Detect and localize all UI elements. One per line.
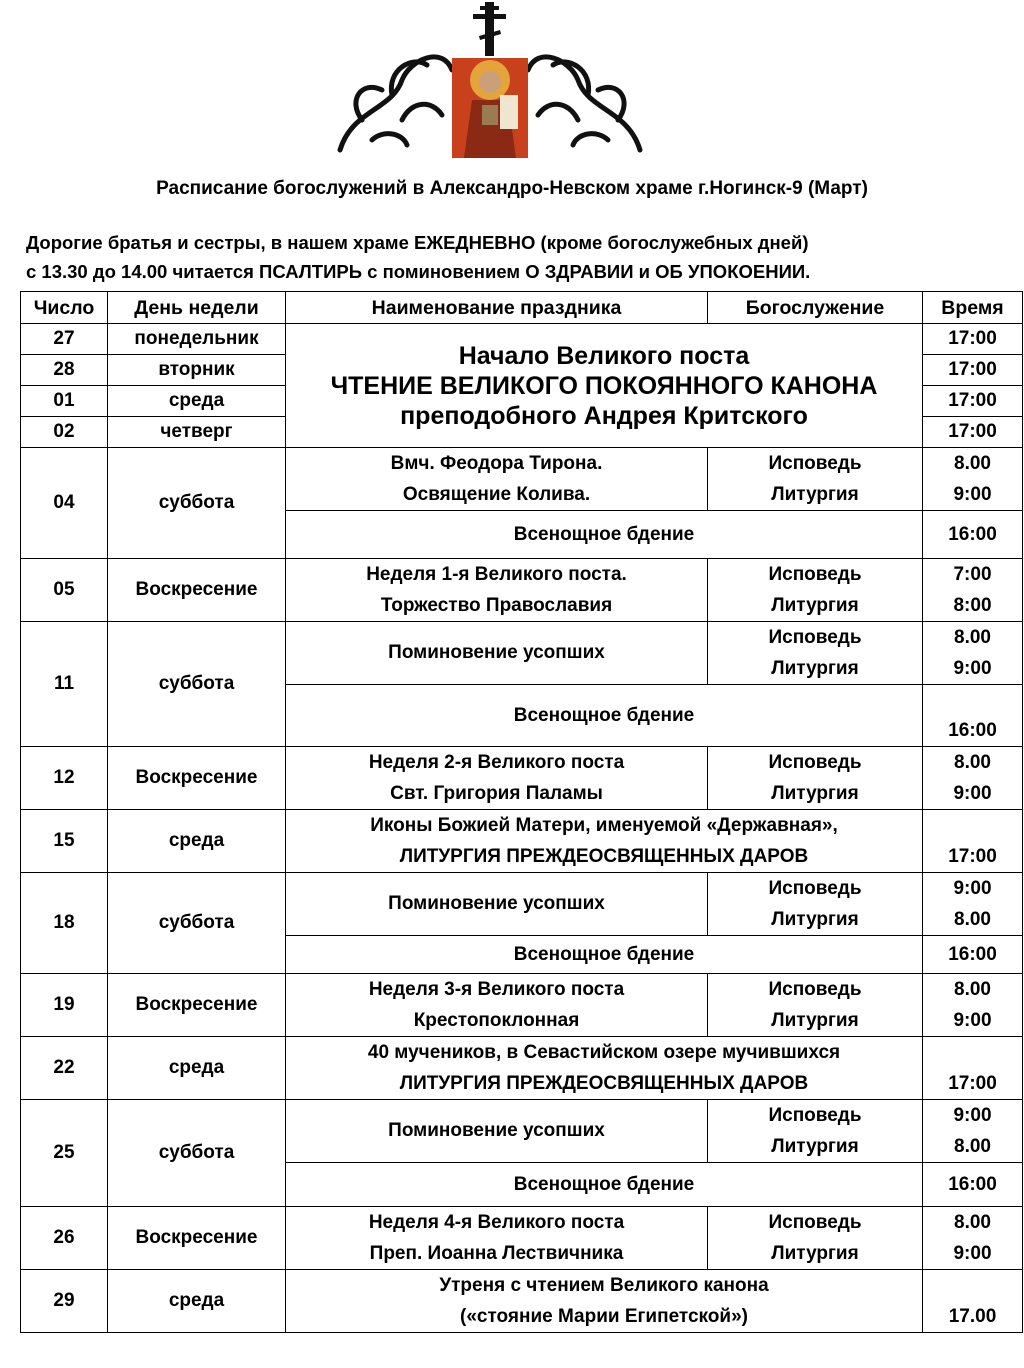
time-line-2: 9:00 [953, 1010, 992, 1031]
vigil-cell: Всенощное бдение [286, 511, 923, 559]
row-weekday: среда [108, 1037, 286, 1100]
row-time: 17.00 [923, 1270, 1023, 1333]
holiday-line-2: («стояние Марии Египетской») [460, 1306, 748, 1327]
service-line-1: Исповедь [768, 453, 862, 474]
row-number: 11 [21, 622, 108, 747]
row-service [708, 873, 923, 936]
row-time [923, 1207, 1023, 1270]
service-line-2: Литургия [771, 1243, 859, 1264]
vigil-time: 16:00 [923, 511, 1023, 559]
row-weekday: Воскресение [108, 1207, 286, 1270]
header-holiday: Наименование праздника [286, 292, 708, 324]
row-number: 28 [21, 355, 108, 386]
table-header-row [21, 292, 1023, 324]
holiday-line-2: Свт. Григория Паламы [390, 783, 603, 804]
service-line-2: Литургия [771, 484, 859, 505]
vigil-time: 16:00 [923, 936, 1023, 974]
vigil-time: 16:00 [923, 1163, 1023, 1207]
holiday-line-2: ЛИТУРГИЯ ПРЕЖДЕОСВЯЩЕННЫХ ДАРОВ [399, 1073, 809, 1094]
time-line-1: 8.00 [954, 979, 991, 1000]
ornament-left-icon [340, 57, 452, 150]
time-line-1: 9:00 [953, 878, 992, 899]
time-line-1: 8.00 [954, 1212, 991, 1233]
table-row [21, 324, 1023, 355]
holiday-line-1: Иконы Божией Матери, именуемой «Державная», [370, 815, 838, 836]
row-time [923, 974, 1023, 1037]
service-line-1: Исповедь [768, 627, 862, 648]
row-weekday: Воскресение [108, 559, 286, 622]
row-service [708, 1207, 923, 1270]
service-line-2: Литургия [771, 783, 859, 804]
row-weekday: суббота [108, 873, 286, 974]
row-service [708, 1100, 923, 1163]
row-service [708, 448, 923, 511]
table-row [21, 1100, 1023, 1163]
row-holiday [286, 448, 708, 511]
table-row [21, 1207, 1023, 1270]
row-number: 22 [21, 1037, 108, 1100]
header-service: Богослужение [708, 292, 923, 324]
row-weekday: суббота [108, 448, 286, 559]
time-line-2: 9:00 [953, 484, 992, 505]
row-holiday [286, 1270, 923, 1333]
row-number: 05 [21, 559, 108, 622]
row-weekday: четверг [108, 417, 286, 448]
row-number: 25 [21, 1100, 108, 1207]
row-number: 15 [21, 810, 108, 873]
saint-icon-image [452, 58, 528, 158]
row-weekday: понедельник [108, 324, 286, 355]
holiday-line-1: 40 мучеников, в Севастийском озере мучившихся [367, 1042, 841, 1063]
service-line-1: Исповедь [768, 752, 862, 773]
row-time: 17:00 [923, 810, 1023, 873]
row-time [923, 448, 1023, 511]
table-row [21, 622, 1023, 685]
table-row [21, 974, 1023, 1037]
row-time: 17:00 [923, 324, 1023, 355]
header-time: Время [923, 292, 1023, 324]
time-line-1: 9:00 [953, 1105, 992, 1126]
table-row [21, 1037, 1023, 1100]
row-number: 12 [21, 747, 108, 810]
time-line-2: 9:00 [953, 658, 992, 679]
intro-notice [26, 228, 810, 286]
row-weekday: вторник [108, 355, 286, 386]
row-number: 26 [21, 1207, 108, 1270]
row-holiday: Поминовение усопших [286, 622, 708, 685]
row-number: 02 [21, 417, 108, 448]
row-time [923, 873, 1023, 936]
holiday-line-1: Неделя 4-я Великого поста [368, 1212, 625, 1233]
row-holiday [286, 559, 708, 622]
row-holiday [286, 974, 708, 1037]
holiday-line-1: Утреня с чтением Великого канона [439, 1275, 769, 1296]
holiday-line-2: Торжество Православия [380, 595, 613, 616]
table-row [21, 747, 1023, 810]
time-line-1: 8.00 [954, 752, 991, 773]
row-number: 27 [21, 324, 108, 355]
vigil-cell: Всенощное бдение [286, 1163, 923, 1207]
row-weekday: среда [108, 1270, 286, 1333]
row-time: 17:00 [923, 355, 1023, 386]
row-number: 01 [21, 386, 108, 417]
lent-canon-notice [286, 324, 923, 448]
service-line-2: Литургия [771, 1136, 859, 1157]
holiday-line-2: ЛИТУРГИЯ ПРЕЖДЕОСВЯЩЕННЫХ ДАРОВ [399, 846, 809, 867]
row-service [708, 747, 923, 810]
ornament-right-icon [528, 57, 640, 150]
row-holiday [286, 810, 923, 873]
lent-line-1: Начало Великого поста [458, 341, 750, 370]
row-time [923, 1100, 1023, 1163]
row-time [923, 747, 1023, 810]
time-line-1: 7:00 [953, 564, 992, 585]
lent-line-2: ЧТЕНИЕ ВЕЛИКОГО ПОКОЯННОГО КАНОНА [330, 371, 878, 400]
row-number: 29 [21, 1270, 108, 1333]
holiday-line-1: Неделя 1-я Великого поста. [366, 564, 627, 585]
time-line-2: 8.00 [954, 1136, 991, 1157]
lent-line-3: преподобного Андрея Критского [400, 401, 808, 430]
row-weekday: Воскресение [108, 747, 286, 810]
church-emblem [332, 0, 648, 160]
service-line-1: Исповедь [768, 878, 862, 899]
row-time: 17:00 [923, 1037, 1023, 1100]
orthodox-cross-icon [473, 2, 506, 56]
holiday-line-2: Крестопоклонная [413, 1010, 580, 1031]
schedule-table [20, 291, 1023, 1333]
row-weekday: суббота [108, 1100, 286, 1207]
row-time [923, 559, 1023, 622]
row-service [708, 559, 923, 622]
time-line-1: 8.00 [954, 453, 991, 474]
row-holiday: Поминовение усопших [286, 873, 708, 936]
service-line-2: Литургия [771, 1010, 859, 1031]
header-number: Число [21, 292, 108, 324]
row-time: 17:00 [923, 386, 1023, 417]
vigil-cell: Всенощное бдение [286, 685, 923, 747]
service-line-1: Исповедь [768, 564, 862, 585]
holiday-line-2: Преп. Иоанна Лествичника [369, 1243, 624, 1264]
time-line-2: 9:00 [953, 1243, 992, 1264]
table-row [21, 873, 1023, 936]
holiday-line-1: Вмч. Феодора Тирона. [390, 453, 603, 474]
holiday-line-2: Освящение Колива. [402, 484, 591, 505]
service-line-2: Литургия [771, 658, 859, 679]
time-line-1: 8.00 [954, 627, 991, 648]
table-row [21, 559, 1023, 622]
row-time [923, 622, 1023, 685]
header-weekday: День недели [108, 292, 286, 324]
service-line-1: Исповедь [768, 1212, 862, 1233]
row-weekday: среда [108, 810, 286, 873]
holiday-line-1: Неделя 3-я Великого поста [368, 979, 625, 1000]
row-holiday [286, 1207, 708, 1270]
table-row [21, 1270, 1023, 1333]
time-line-2: 8:00 [953, 595, 992, 616]
vigil-cell: Всенощное бдение [286, 936, 923, 974]
row-service [708, 974, 923, 1037]
service-line-1: Исповедь [768, 1105, 862, 1126]
row-holiday [286, 1037, 923, 1100]
intro-line-2: с 13.30 до 14.00 читается ПСАЛТИРЬ с поминовением О ЗДРАВИИ и ОБ УПОКОЕНИИ. [26, 261, 811, 282]
row-holiday: Поминовение усопших [286, 1100, 708, 1163]
page-title: Расписание богослужений в Александро-Невском храме г.Ногинск-9 (Март) [156, 178, 868, 199]
row-service [708, 622, 923, 685]
row-weekday: Воскресение [108, 974, 286, 1037]
row-weekday: суббота [108, 622, 286, 747]
service-line-2: Литургия [771, 595, 859, 616]
row-holiday [286, 747, 708, 810]
service-line-1: Исповедь [768, 979, 862, 1000]
row-number: 04 [21, 448, 108, 559]
service-line-2: Литургия [771, 909, 859, 930]
table-row [21, 810, 1023, 873]
row-number: 19 [21, 974, 108, 1037]
vigil-time: 16:00 [923, 685, 1023, 747]
intro-line-1: Дорогие братья и сестры, в нашем храме ЕЖЕДНЕВНО (кроме богослужебных дней) [26, 232, 809, 253]
holiday-line-1: Неделя 2-я Великого поста [368, 752, 625, 773]
time-line-2: 8.00 [954, 909, 991, 930]
row-number: 18 [21, 873, 108, 974]
time-line-2: 9:00 [953, 783, 992, 804]
table-row [21, 448, 1023, 511]
row-time: 17:00 [923, 417, 1023, 448]
row-weekday: среда [108, 386, 286, 417]
